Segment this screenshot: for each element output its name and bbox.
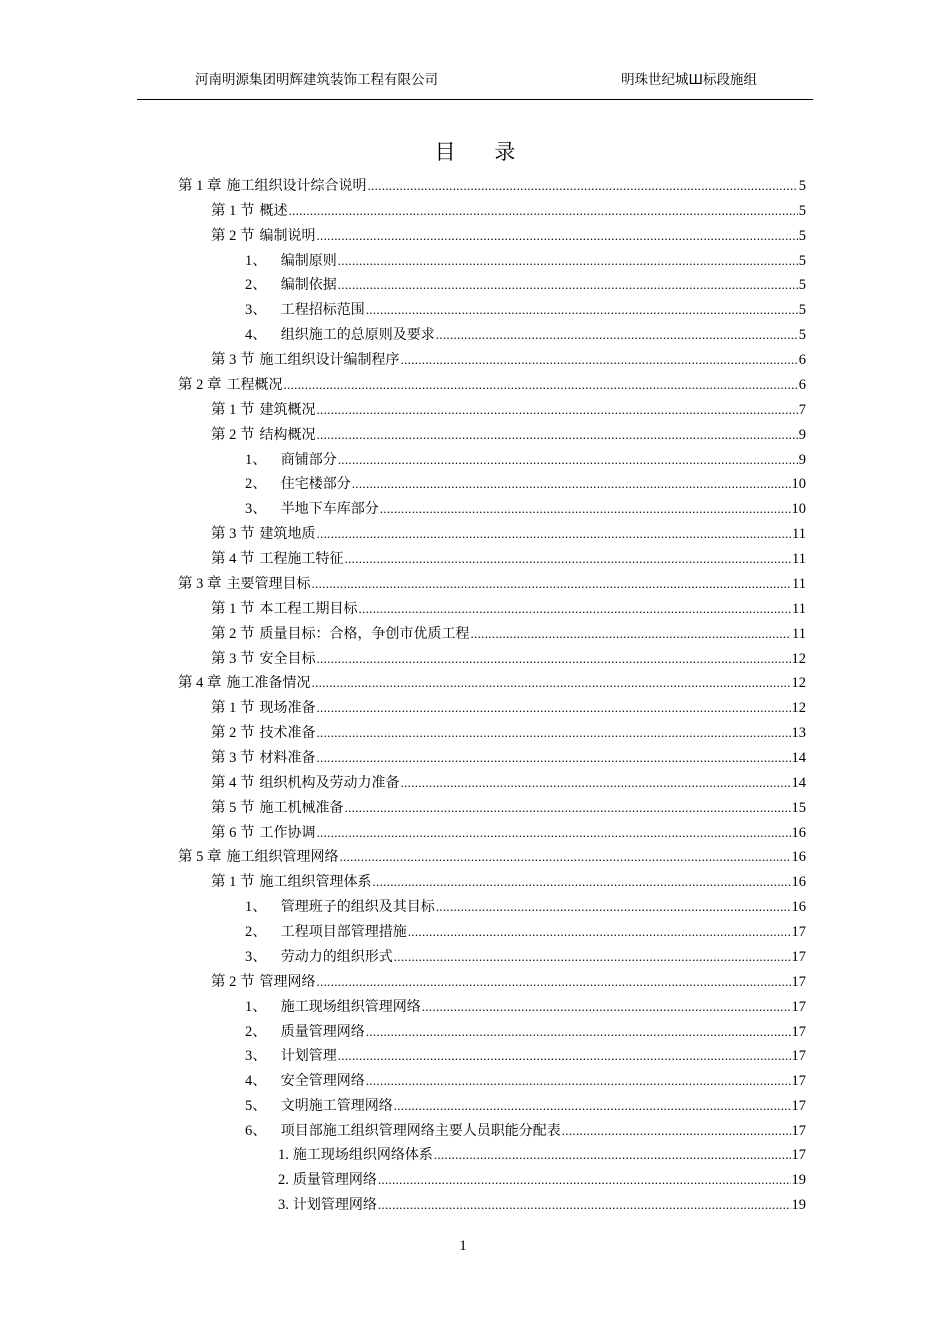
toc-dot-leader	[373, 874, 791, 890]
toc-entry-title: 结构概况	[259, 426, 316, 443]
toc-entry-label: 2、	[245, 1023, 267, 1040]
toc-entry-page: 5	[798, 227, 806, 244]
toc-entry-label: 2、	[245, 277, 267, 294]
toc-entry[interactable]	[211, 224, 806, 249]
toc-entry[interactable]	[211, 821, 806, 846]
toc-entry[interactable]	[245, 249, 806, 274]
toc-entry-label: 1、	[245, 451, 267, 468]
toc-entry-title: 施工现场组织管理网络	[280, 998, 421, 1015]
toc-entry-page: 11	[792, 551, 806, 568]
toc-entry[interactable]	[211, 870, 806, 895]
toc-entry-page: 14	[791, 774, 806, 791]
toc-entry[interactable]	[211, 622, 806, 647]
toc-entry-title: 施工组织管理网络	[226, 849, 339, 866]
toc-entry[interactable]	[245, 1119, 806, 1144]
toc-dot-leader	[366, 1073, 791, 1089]
toc-dot-leader	[401, 775, 791, 791]
toc-entry[interactable]	[211, 647, 806, 672]
toc-dot-leader	[317, 725, 791, 741]
toc-entry-title: 文明施工管理网络	[280, 1098, 393, 1115]
toc-entry-page: 9	[798, 426, 806, 443]
toc-dot-leader	[312, 675, 791, 691]
toc-entry[interactable]	[245, 945, 806, 970]
toc-dot-leader	[408, 924, 791, 940]
toc-entry-page: 17	[791, 1048, 806, 1065]
toc-dot-leader	[366, 1024, 791, 1040]
toc-dot-leader	[422, 999, 791, 1015]
toc-entry-page: 7	[798, 401, 806, 418]
toc-dot-leader	[284, 377, 798, 393]
toc-dot-leader	[345, 551, 792, 567]
toc-entry-title: 管理网络	[259, 973, 316, 990]
toc-entry-title: 编制依据	[280, 277, 337, 294]
toc-entry-label: 第 2 节	[211, 725, 255, 742]
toc-dot-leader	[352, 476, 791, 492]
toc-dot-leader	[436, 899, 791, 915]
toc-dot-leader	[378, 1172, 791, 1188]
toc-entry-label: 第 3 节	[211, 650, 255, 667]
toc-entry-title: 概述	[259, 202, 288, 219]
toc-entry-page: 11	[792, 625, 806, 642]
toc-entry-page: 6	[798, 352, 806, 369]
toc-entry[interactable]	[211, 547, 806, 572]
toc-entry[interactable]	[245, 472, 806, 497]
toc-entry-title: 施工准备情况	[226, 675, 311, 692]
toc-entry-title: 项目部施工组织管理网络主要人员职能分配表	[280, 1123, 561, 1140]
header-divider	[137, 99, 813, 100]
toc-entry[interactable]	[245, 298, 806, 323]
toc-dot-leader	[317, 700, 791, 716]
toc-entry-label: 第 2 节	[211, 973, 255, 990]
toc-entry-page: 17	[791, 1073, 806, 1090]
toc-entry[interactable]	[211, 199, 806, 224]
toc-entry-label: 4、	[245, 327, 267, 344]
toc-entry[interactable]	[211, 771, 806, 796]
toc-dot-leader	[338, 1048, 791, 1064]
toc-entry-label: 第 1 节	[211, 600, 255, 617]
toc-dot-leader	[317, 750, 791, 766]
toc-entry-label: 第 3 节	[211, 352, 255, 369]
toc-entry[interactable]	[211, 721, 806, 746]
toc-dot-leader	[345, 800, 791, 816]
toc-entry[interactable]	[245, 895, 806, 920]
toc-entry-label: 第 1 节	[211, 202, 255, 219]
toc-entry-title: 现场准备	[259, 700, 316, 717]
toc-dot-leader	[471, 626, 792, 642]
toc-entry-title: 质量目标：合格，争创市优质工程	[259, 625, 470, 642]
toc-entry-label: 第 1 节	[211, 700, 255, 717]
toc-entry-page: 17	[791, 1146, 806, 1163]
toc-entry-title: 质量管理网络	[292, 1171, 377, 1188]
toc-title: 目 录	[434, 140, 532, 164]
toc-entry-label: 第 1 节	[211, 401, 255, 418]
toc-entry-page: 5	[798, 178, 806, 194]
toc-entry-page: 17	[791, 1123, 806, 1140]
toc-entry-title: 编制说明	[259, 227, 316, 244]
toc-entry-title: 安全管理网络	[280, 1073, 365, 1090]
toc-entry[interactable]	[245, 1069, 806, 1094]
page-header	[137, 68, 813, 88]
toc-entry[interactable]	[245, 1044, 806, 1069]
toc-entry-label: 第 2 章	[178, 376, 222, 393]
toc-entry-label: 6、	[245, 1123, 267, 1140]
toc-entry-label: 第 4 章	[178, 675, 222, 692]
toc-entry-title: 组织机构及劳动力准备	[259, 774, 400, 791]
toc-entry-page: 16	[791, 849, 806, 866]
toc-entry-page: 14	[791, 750, 806, 766]
toc-entry-title: 工程项目部管理措施	[280, 924, 407, 941]
toc-entry-label: 4、	[245, 1073, 267, 1090]
toc-entry-label: 第 2 节	[211, 625, 255, 642]
toc-entry-title: 编制原则	[280, 252, 337, 269]
toc-entry-page: 5	[798, 302, 806, 319]
toc-entry[interactable]	[211, 398, 806, 423]
toc-dot-leader	[366, 302, 798, 318]
toc-entry[interactable]	[278, 1169, 806, 1194]
toc-entry-label: 5、	[245, 1098, 267, 1115]
toc-entry-label: 2.	[278, 1171, 289, 1188]
toc-entry-title: 劳动力的组织形式	[280, 948, 393, 965]
toc-entry[interactable]	[278, 1194, 806, 1219]
toc-entry-page: 9	[798, 451, 806, 468]
toc-entry[interactable]	[278, 1144, 806, 1169]
page-number: 1	[459, 1238, 467, 1254]
toc-entry-page: 11	[792, 600, 806, 617]
toc-entry-label: 2、	[245, 476, 267, 493]
toc-dot-leader	[317, 651, 791, 667]
toc-dot-leader	[317, 825, 791, 841]
toc-entry-label: 第 3 节	[211, 526, 255, 543]
toc-entry-title: 施工组织管理体系	[259, 874, 372, 891]
toc-entry-label: 第 3 节	[211, 750, 255, 766]
toc-entry-title: 半地下车库部分	[280, 501, 379, 518]
toc-entry-label: 第 5 节	[211, 799, 255, 816]
toc-entry-page: 13	[791, 725, 806, 742]
toc-entry-title: 材料准备	[259, 750, 316, 766]
toc-entry-title: 计划管理网络	[292, 1196, 377, 1213]
toc-entry-label: 第 4 节	[211, 774, 255, 791]
toc-dot-leader	[317, 427, 798, 443]
toc-entry-title: 安全目标	[259, 650, 316, 667]
toc-dot-leader	[394, 949, 791, 965]
toc-entry-label: 第 4 节	[211, 551, 255, 568]
toc-entry-title: 工作协调	[259, 824, 316, 841]
toc-entry-page: 17	[791, 1023, 806, 1040]
toc-entry-title: 施工组织设计综合说明	[226, 178, 367, 194]
toc-entry[interactable]	[178, 373, 806, 398]
toc-entry-label: 3、	[245, 501, 267, 518]
toc-entry-label: 1.	[278, 1146, 289, 1163]
toc-entry-label: 3.	[278, 1196, 289, 1213]
toc-entry[interactable]	[178, 174, 806, 199]
toc-entry-page: 12	[791, 650, 806, 667]
toc-entry-title: 工程施工特征	[259, 551, 344, 568]
toc-entry-page: 12	[791, 675, 806, 692]
toc-entry-label: 2、	[245, 924, 267, 941]
toc-dot-leader	[289, 203, 798, 219]
header-company-name: 河南明源集团明辉建筑装饰工程有限公司	[195, 72, 438, 88]
toc-entry-page: 16	[791, 899, 806, 916]
toc-dot-leader	[338, 277, 798, 293]
toc-entry-page: 16	[791, 874, 806, 891]
toc-entry-title: 计划管理	[280, 1048, 337, 1065]
toc-entry-title: 本工程工期目标	[259, 600, 358, 617]
toc-entry[interactable]	[211, 696, 806, 721]
toc-entry-page: 17	[791, 973, 806, 990]
toc-entry-title: 质量管理网络	[280, 1023, 365, 1040]
toc-entry-page: 5	[798, 202, 806, 219]
toc-entry[interactable]	[178, 845, 806, 870]
header-project-name: 明珠世纪城Ш标段施组	[621, 72, 757, 88]
toc-entry-page: 5	[798, 252, 806, 269]
toc-entry-page: 17	[791, 948, 806, 965]
toc-dot-leader	[338, 253, 798, 269]
toc-entry[interactable]	[211, 970, 806, 995]
toc-entry-title: 工程招标范围	[280, 302, 365, 319]
toc-entry-title: 施工机械准备	[259, 799, 344, 816]
toc-entry-label: 3、	[245, 302, 267, 319]
toc-entry-label: 第 5 章	[178, 849, 222, 866]
toc-entry[interactable]	[245, 1094, 806, 1119]
toc-dot-leader	[340, 849, 791, 865]
toc-entry-label: 第 2 节	[211, 227, 255, 244]
toc-entry[interactable]	[178, 572, 806, 597]
toc-entry[interactable]	[245, 920, 806, 945]
toc-entry-title: 主要管理目标	[226, 575, 311, 592]
toc-dot-leader	[338, 452, 798, 468]
toc-entry-label: 第 6 节	[211, 824, 255, 841]
toc-entry-label: 第 3 章	[178, 575, 222, 592]
toc-dot-leader	[378, 1197, 791, 1213]
toc-dot-leader	[562, 1123, 791, 1139]
toc-entry-title: 建筑概况	[259, 401, 316, 418]
toc-entry-label: 1、	[245, 899, 267, 916]
toc-dot-leader	[368, 178, 798, 194]
toc-entry-label: 1、	[245, 998, 267, 1015]
toc-dot-leader	[312, 576, 792, 592]
toc-entry[interactable]	[211, 348, 806, 373]
toc-dot-leader	[359, 601, 792, 617]
toc-entry[interactable]	[211, 746, 806, 771]
toc-entry[interactable]	[245, 448, 806, 473]
toc-entry[interactable]	[211, 597, 806, 622]
toc-entry-page: 17	[791, 924, 806, 941]
toc-entry[interactable]	[211, 423, 806, 448]
toc-dot-leader	[436, 327, 798, 343]
toc-entry-page: 5	[798, 277, 806, 294]
toc-dot-leader	[317, 526, 792, 542]
toc-entry-page: 10	[791, 501, 806, 518]
toc-entry-page: 11	[792, 575, 806, 592]
toc-entry[interactable]	[178, 671, 806, 696]
toc-entry-title: 建筑地质	[259, 526, 316, 543]
toc-entry[interactable]	[245, 323, 806, 348]
toc-entry-page: 16	[791, 824, 806, 841]
toc-dot-leader	[317, 974, 791, 990]
toc-entry-title: 组织施工的总原则及要求	[280, 327, 435, 344]
toc-entry-label: 3、	[245, 948, 267, 965]
toc-entry-title: 施工组织设计编制程序	[259, 352, 400, 369]
toc-entry[interactable]	[245, 1020, 806, 1045]
toc-entry-page: 17	[791, 998, 806, 1015]
toc-entry-title: 住宅楼部分	[280, 476, 351, 493]
toc-dot-leader	[401, 352, 798, 368]
toc-entry-label: 第 1 章	[178, 178, 222, 194]
toc-entry-label: 3、	[245, 1048, 267, 1065]
toc-entry-label: 1、	[245, 252, 267, 269]
toc-entry-page: 6	[798, 376, 806, 393]
toc-entry-page: 19	[791, 1196, 806, 1213]
toc-entry-page: 10	[791, 476, 806, 493]
toc-dot-leader	[380, 501, 791, 517]
toc-entry[interactable]	[211, 796, 806, 821]
toc-entry-title: 管理班子的组织及其目标	[280, 899, 435, 916]
toc-dot-leader	[317, 402, 798, 418]
toc-entry-label: 第 1 节	[211, 874, 255, 891]
toc-entry-title: 工程概况	[226, 376, 283, 393]
toc-entry-page: 15	[791, 799, 806, 816]
toc-entry-page: 11	[792, 526, 806, 543]
toc-dot-leader	[317, 228, 798, 244]
toc-entry[interactable]	[245, 995, 806, 1020]
toc-entry[interactable]	[211, 522, 806, 547]
toc-entry-title: 技术准备	[259, 725, 316, 742]
toc-entry-page: 17	[791, 1098, 806, 1115]
toc-entry-title: 施工现场组织网络体系	[292, 1146, 433, 1163]
toc-entry-label: 第 2 节	[211, 426, 255, 443]
toc-dot-leader	[394, 1098, 791, 1114]
toc-entry[interactable]	[245, 273, 806, 298]
toc-entry-page: 19	[791, 1171, 806, 1188]
toc-entry-page: 12	[791, 700, 806, 717]
toc-entry-page: 5	[798, 327, 806, 344]
toc-entry-title: 商铺部分	[280, 451, 337, 468]
toc-dot-leader	[434, 1147, 791, 1163]
toc-entry[interactable]	[245, 497, 806, 522]
